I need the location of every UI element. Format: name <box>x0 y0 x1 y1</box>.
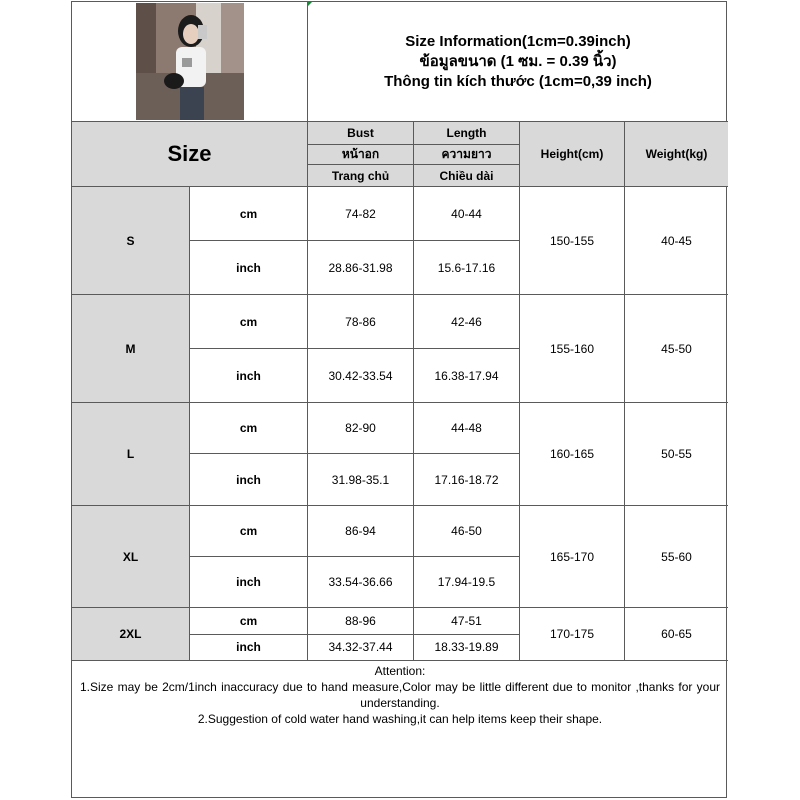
attention-note-2: 2.Suggestion of cold water hand washing,it can help items keep their shape. <box>197 712 603 726</box>
size-label-s: S <box>72 187 190 295</box>
height-2xl: 170-175 <box>520 608 625 661</box>
unit-label-cm: cm <box>190 506 308 557</box>
bust-2xl-cell <box>308 608 414 661</box>
length-header-vietnamese: Chiều dài <box>414 165 520 187</box>
product-photo <box>136 3 244 120</box>
unit-label-inch: inch <box>190 349 308 403</box>
height-header: Height(cm) <box>520 122 625 187</box>
bust-header-vietnamese: Trang chủ <box>308 165 414 187</box>
height-l: 160-165 <box>520 403 625 506</box>
weight-l: 50-55 <box>625 403 728 506</box>
size-label-xl: XL <box>72 506 190 608</box>
bust-cm-l: 82-90 <box>308 403 414 454</box>
unit-label-cm: cm <box>190 187 308 241</box>
bust-inch-m: 30.42-33.54 <box>308 349 414 403</box>
unit-label-inch: inch <box>190 241 308 295</box>
height-m: 155-160 <box>520 295 625 403</box>
size-info-thai: ข้อมูลขนาด (1 ซม. = 0.39 นิ้ว) <box>419 52 617 70</box>
attention-title: Attention: <box>374 664 426 678</box>
length-cm-s: 40-44 <box>414 187 520 241</box>
length-inch-m: 16.38-17.94 <box>414 349 520 403</box>
size-chart-table <box>71 1 727 798</box>
length-cm-2xl: 47-51 <box>414 608 519 635</box>
bust-inch-2xl: 34.32-37.44 <box>328 640 393 655</box>
model-photo-image <box>136 3 244 120</box>
size-info-english: Size Information(1cm=0.39inch) <box>405 32 631 50</box>
bust-cm-m: 78-86 <box>308 295 414 349</box>
length-header-english: Length <box>414 122 520 145</box>
weight-header: Weight(kg) <box>625 122 728 187</box>
corner-mark-icon <box>307 1 313 7</box>
size-label-l: L <box>72 403 190 506</box>
bust-header-thai: หน้าอก <box>308 145 414 165</box>
bust-cm-s: 74-82 <box>308 187 414 241</box>
length-header-thai: ความยาว <box>414 145 520 165</box>
unit-label-inch-2xl: inch <box>236 640 261 655</box>
bust-inch-xl: 33.54-36.66 <box>308 557 414 608</box>
unit-label-inch: inch <box>190 557 308 608</box>
bust-cm-2xl: 88-96 <box>308 608 413 635</box>
length-cm-m: 42-46 <box>414 295 520 349</box>
unit-label-cm: cm <box>190 295 308 349</box>
length-2xl-cell <box>414 608 520 661</box>
product-photo-cell <box>72 2 308 122</box>
size-label-2xl: 2XL <box>72 608 190 661</box>
weight-2xl: 60-65 <box>625 608 728 661</box>
attention-note-1: 1.Size may be 2cm/1inch inaccuracy due to hand measure,Color may be little different due to monitor ,thanks for your understanding. <box>80 680 720 710</box>
weight-xl: 55-60 <box>625 506 728 608</box>
unit-label-cm-2xl: cm <box>190 608 307 635</box>
height-s: 150-155 <box>520 187 625 295</box>
unit-label-inch: inch <box>190 454 308 506</box>
unit-label-cm <box>190 608 308 661</box>
length-inch-s: 15.6-17.16 <box>414 241 520 295</box>
size-info-header <box>308 2 728 122</box>
bust-inch-l: 31.98-35.1 <box>308 454 414 506</box>
length-inch-l: 17.16-18.72 <box>414 454 520 506</box>
size-label-m: M <box>72 295 190 403</box>
unit-label-cm: cm <box>190 403 308 454</box>
attention-notes <box>72 661 728 749</box>
bust-cm-xl: 86-94 <box>308 506 414 557</box>
size-info-vietnamese: Thông tin kích thước (1cm=0,39 inch) <box>384 72 652 90</box>
weight-s: 40-45 <box>625 187 728 295</box>
bust-inch-s: 28.86-31.98 <box>308 241 414 295</box>
length-cm-xl: 46-50 <box>414 506 520 557</box>
length-inch-xl: 17.94-19.5 <box>414 557 520 608</box>
length-cm-l: 44-48 <box>414 403 520 454</box>
weight-m: 45-50 <box>625 295 728 403</box>
bust-header-english: Bust <box>308 122 414 145</box>
length-inch-2xl: 18.33-19.89 <box>434 640 499 655</box>
height-xl: 165-170 <box>520 506 625 608</box>
size-column-header: Size <box>72 122 308 187</box>
